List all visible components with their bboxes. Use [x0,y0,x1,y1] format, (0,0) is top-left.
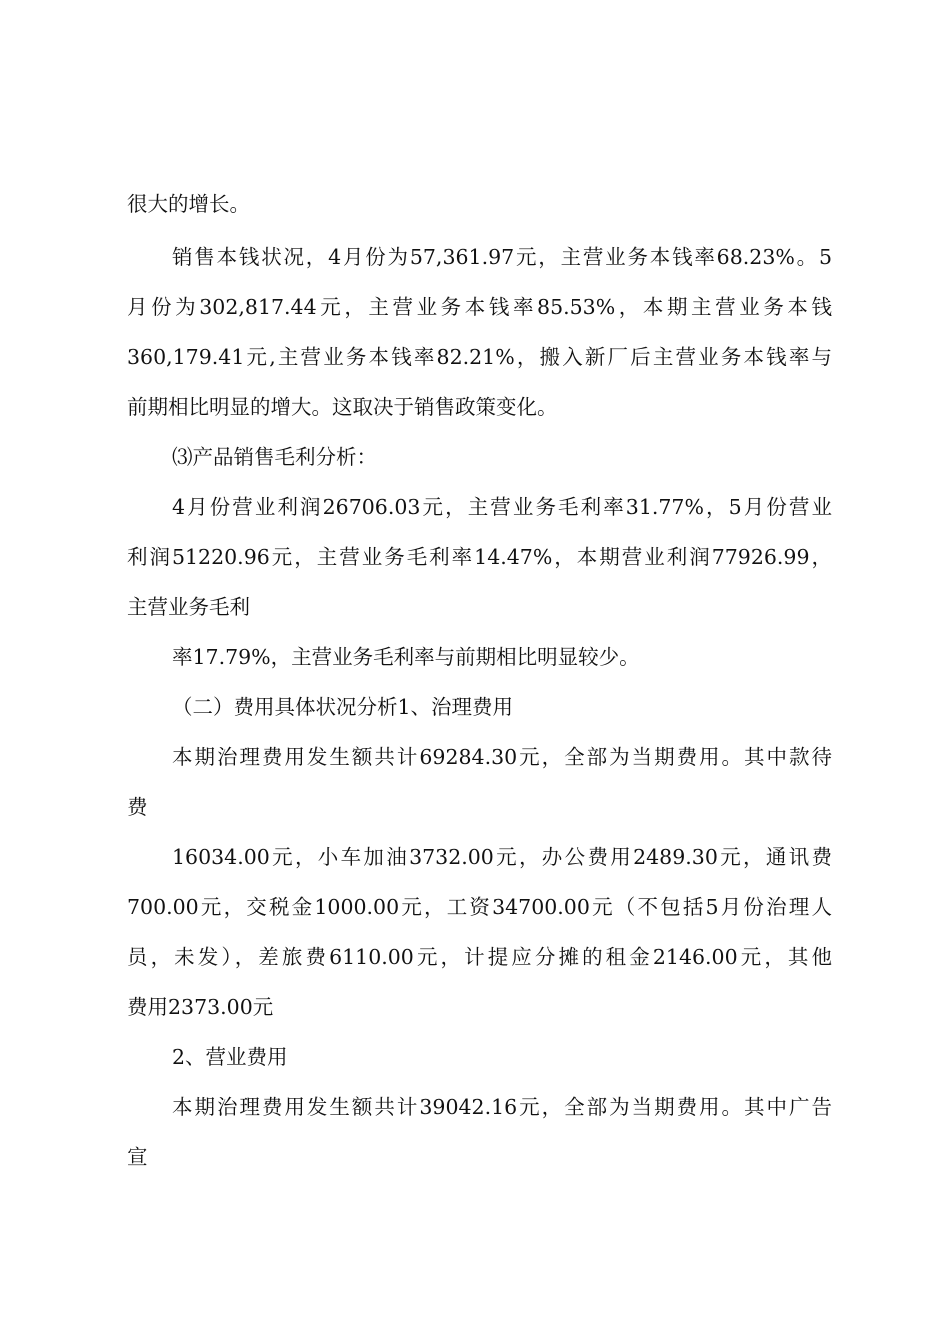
text-line: 前期相比明显的增大。这取决于销售政策变化。 [127,395,558,419]
section-heading: 2、营业费用 [172,1045,288,1069]
text-line: 16034.00元，小车加油3732.00元，办公费用2489.30元，通讯费 [172,845,832,869]
text-line: 费 [127,795,148,819]
text-line: 本期治理费用发生额共计39042.16元，全部为当期费用。其中广告 [172,1095,832,1119]
text-line: 费用2373.00元 [127,995,274,1019]
section-heading: ⑶产品销售毛利分析： [172,445,377,469]
text-line: 主营业务毛利 [127,595,250,619]
text-line: 利润51220.96元，主营业务毛利率14.47%，本期营业利润77926.99， [127,545,832,569]
text-line: 员，未发），差旅费6110.00元，计提应分摊的租金2146.00元，其他 [127,945,832,969]
text-line: 宣 [127,1145,148,1169]
text-line: 4月份营业利润26706.03元，主营业务毛利率31.77%，5月份营业 [172,495,832,519]
text-line: 本期治理费用发生额共计69284.30元，全部为当期费用。其中款待 [172,745,832,769]
text-line: 很大的增长。 [127,192,250,216]
text-line: 700.00元，交税金1000.00元，工资34700.00元（不包括5月份治理人 [127,895,832,919]
text-line: 率17.79%，主营业务毛利率与前期相比明显较少。 [172,645,640,669]
text-line: 360,179.41元,主营业务本钱率82.21%，搬入新厂后主营业务本钱率与 [127,345,832,369]
text-line: 销售本钱状况，4月份为57,361.97元，主营业务本钱率68.23%。5 [172,245,832,269]
text-line: 月份为302,817.44元，主营业务本钱率85.53%，本期主营业务本钱 [127,295,832,319]
section-heading: （二）费用具体状况分析1、治理费用 [172,695,514,719]
